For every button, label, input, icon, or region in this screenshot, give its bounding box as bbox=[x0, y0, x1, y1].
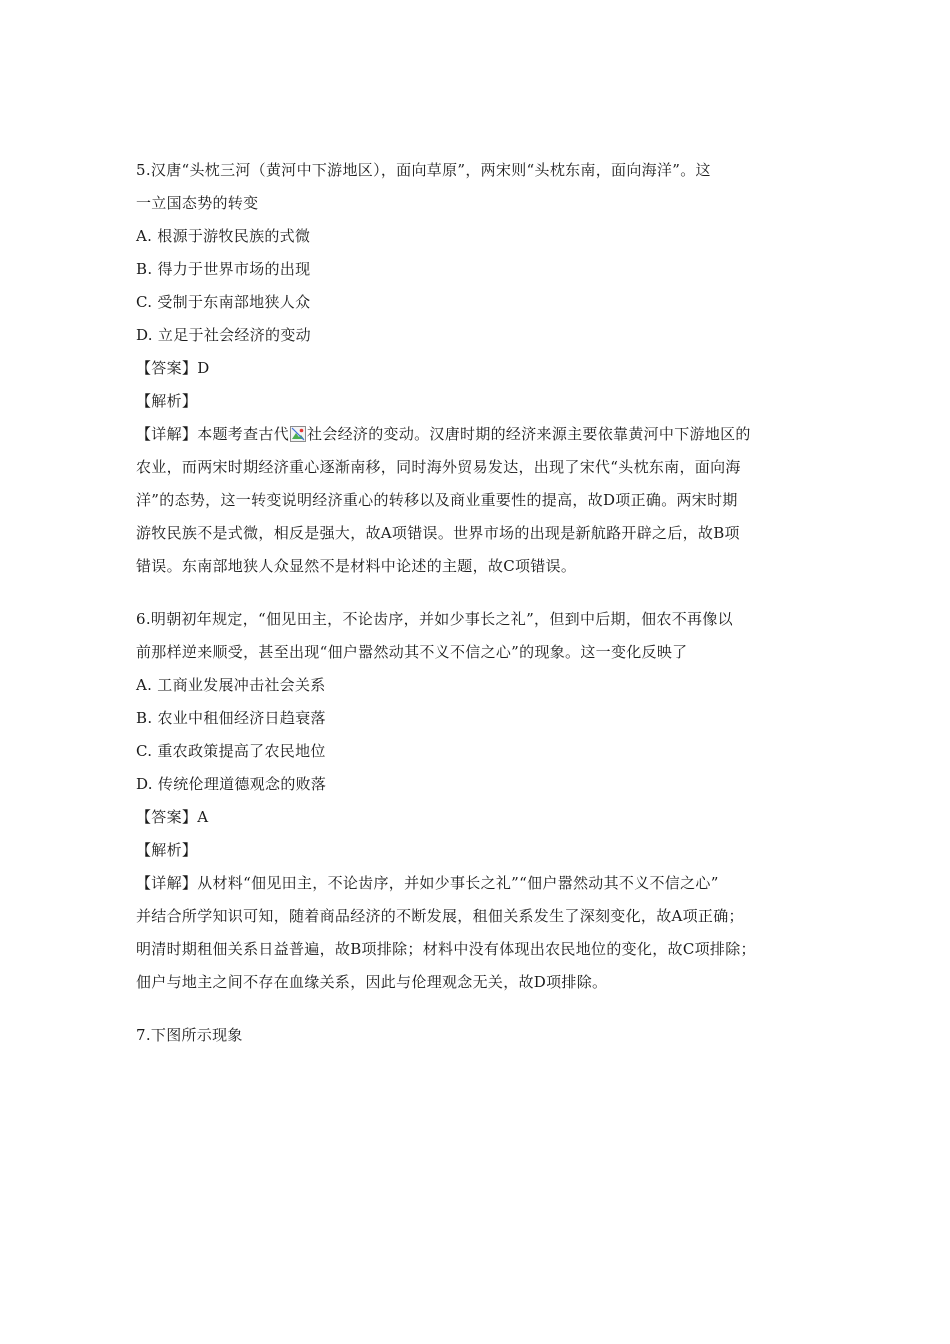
q5-analysis-label: 【解析】 bbox=[136, 392, 198, 410]
q5-detail-line-2: 农业，而两宋时期经济重心逐渐南移，同时海外贸易发达，出现了宋代“头枕东南，面向海 bbox=[136, 458, 741, 476]
q6-answer: 【答案】A bbox=[136, 808, 209, 826]
q5-detail-line-5: 错误。东南部地狭人众显然不是材料中论述的主题，故C项错误。 bbox=[136, 557, 577, 575]
q6-option-d: D. 传统伦理道德观念的败落 bbox=[136, 775, 327, 793]
q5-option-d: D. 立足于社会经济的变动 bbox=[136, 326, 311, 344]
q6-detail-line-1: 【详解】从材料“佃见田主，不论齿序，并如少事长之礼”“佃户嚣然动其不义不信之心” bbox=[136, 874, 719, 892]
q5-detail-line-1-post: 社会经济的变动。汉唐时期的经济来源主要依靠黄河中下游地区的 bbox=[307, 425, 751, 443]
q5-option-a: A. 根源于游牧民族的式微 bbox=[136, 227, 311, 245]
q5-answer: 【答案】D bbox=[136, 359, 210, 377]
q5-stem-line-1: 5.汉唐“头枕三河（黄河中下游地区），面向草原”，两宋则“头枕东南，面向海洋”。这 bbox=[136, 161, 711, 179]
question-6 bbox=[136, 603, 816, 999]
section-gap bbox=[136, 583, 816, 603]
q5-detail-line-3: 洋”的态势，这一转变说明经济重心的转移以及商业重要性的提高，故D项正确。两宋时期 bbox=[136, 491, 738, 509]
question-7 bbox=[136, 1019, 816, 1052]
q6-stem-line-2: 前那样逆来顺受，甚至出现“佃户嚣然动其不义不信之心”的现象。这一变化反映了 bbox=[136, 643, 688, 661]
q6-detail-line-2: 并结合所学知识可知，随着商品经济的不断发展，租佃关系发生了深刻变化，故A项正确； bbox=[136, 907, 744, 925]
document-page bbox=[136, 154, 816, 1052]
q6-option-a: A. 工商业发展冲击社会关系 bbox=[136, 676, 326, 694]
q6-detail-line-4: 佃户与地主之间不存在血缘关系，因此与伦理观念无关，故D项排除。 bbox=[136, 973, 608, 991]
q6-option-c: C. 重农政策提高了农民地位 bbox=[136, 742, 326, 760]
q6-stem-line-1: 6.明朝初年规定，“佃见田主，不论齿序，并如少事长之礼”，但到中后期，佃农不再像以 bbox=[136, 610, 733, 628]
q5-stem-line-2: 一立国态势的转变 bbox=[136, 194, 259, 212]
q7-stem-line-1: 7.下图所示现象 bbox=[136, 1026, 243, 1044]
question-5 bbox=[136, 154, 816, 583]
q5-option-c: C. 受制于东南部地狭人众 bbox=[136, 293, 311, 311]
q6-analysis-label: 【解析】 bbox=[136, 841, 198, 859]
q5-detail-line-4: 游牧民族不是式微，相反是强大，故A项错误。世界市场的出现是新航路开辟之后，故B项 bbox=[136, 524, 740, 542]
q6-option-b: B. 农业中租佃经济日趋衰落 bbox=[136, 709, 326, 727]
q5-option-b: B. 得力于世界市场的出现 bbox=[136, 260, 311, 278]
broken-image-icon bbox=[290, 421, 306, 437]
section-gap bbox=[136, 999, 816, 1019]
q6-detail-line-3: 明清时期租佃关系日益普遍，故B项排除；材料中没有体现出农民地位的变化，故C项排除； bbox=[136, 940, 756, 958]
q5-detail-line-1 bbox=[136, 418, 816, 451]
q5-detail-line-1-pre: 【详解】本题考查古代 bbox=[136, 425, 290, 443]
